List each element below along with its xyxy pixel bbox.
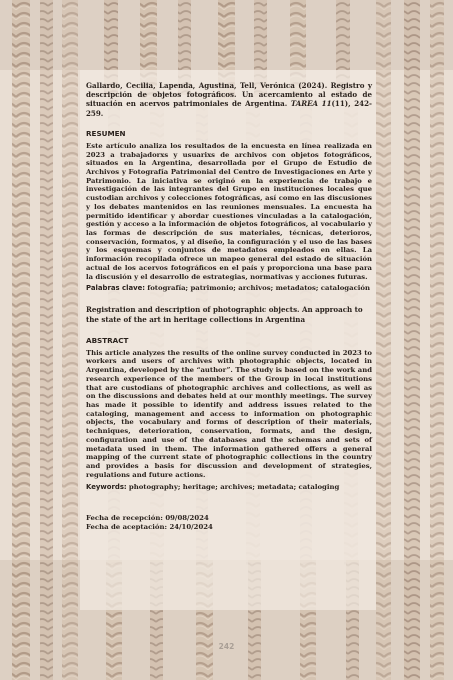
resumen-text: Este artículo analiza los resultados de la encuesta en línea realizada en 2023 a trabajadorxs y usuarixs de archivos con objetos fotográficos, situados en la Argentina, desarrollada por el Grupo de Estudio de Archivos y Fotografía Patrimonial del Centro de Investigaciones en Arte y Patrimonio. La iniciativa se originó en la experiencia de trabajo e investigación de las integrantes del Grupo en instituciones locales que custodian archivos y colecciones fotográficas, así como en las discusiones y los debates mantenidos en las reuniones mensuales. La encuesta ha permitido identificar y abordar cuestiones vinculadas a la catalogación, gestión y acceso a la información de objetos fotográficos, al vocabulario y las formas de descripción de sus materiales, técnicas, deterioros, conservación, formatos, y al diseño, la configuración y el uso de las bases y los esquemas y conjuntos de metadatos empleados en ellas. La información recopilada ofrece un mapeo general del estado de situación actual de los acervos fotográficos en el país y proporciona una base para la discusión y el desarrollo de estrategias, normativas y acciones futuras. — [86, 141, 372, 281]
abstract-keywords-text: photography; heritage; archives; metadata; cataloging — [128, 482, 340, 491]
resumen-keywords-label: Palabras clave: — [86, 284, 146, 293]
article-front-matter — [86, 81, 372, 532]
abstract-text: This article analyzes the results of the online survey conducted in 2023 to workers and users of archives with photographic objects, located in Argentina, developed by the “author”. The study is based on the work and research experience of the members of the Group in local institutions that are custodians of photographic archives and collections, as well as on the discussions and debates held at our monthly meetings. The survey has made it possible to identify and address issues related to the cataloging, management and access to information on photographic objects, the vocabulary and forms of description of their materials, techniques, deterioration, conservation, formats, and the design, configuration and use of the databases and the schemas and sets of metadata used in them. The information gathered offers a general mapping of the current state of photographic collections in the country and provides a basis for discussion and development of strategies, regulations and future actions. — [86, 348, 372, 479]
abstract-keywords-label: Keywords: — [86, 482, 127, 491]
page-number: 242 — [218, 642, 235, 651]
resumen-keywords — [86, 284, 372, 293]
citation-authors: Gallardo, Cecilia, Lapenda, Agustina, Tell, Verónica (2024). Registro y descripción de objetos fotográficos. Un acercamiento al estado de situación en acervos patrimoniales de Argentina. — [86, 81, 372, 109]
citation-issue-pages: (11), 242-259. — [86, 99, 372, 118]
date-received: Fecha de recepción: 09/08/2024 — [86, 513, 209, 522]
submission-dates — [86, 514, 372, 532]
resumen-keywords-text: fotografía; patrimonio; archivos; metadatos; catalogación — [147, 284, 371, 293]
english-title: Registration and description of photographic objects. An approach to the state of the art in heritage collections in Argentina — [86, 305, 363, 324]
citation — [86, 81, 372, 118]
resumen-heading: RESUMEN — [86, 128, 126, 138]
date-accepted: Fecha de aceptación: 24/10/2024 — [86, 522, 213, 531]
citation-journal: TAREA 11 — [290, 99, 332, 109]
abstract-keywords — [86, 483, 372, 492]
abstract-heading: ABSTRACT — [86, 335, 129, 345]
